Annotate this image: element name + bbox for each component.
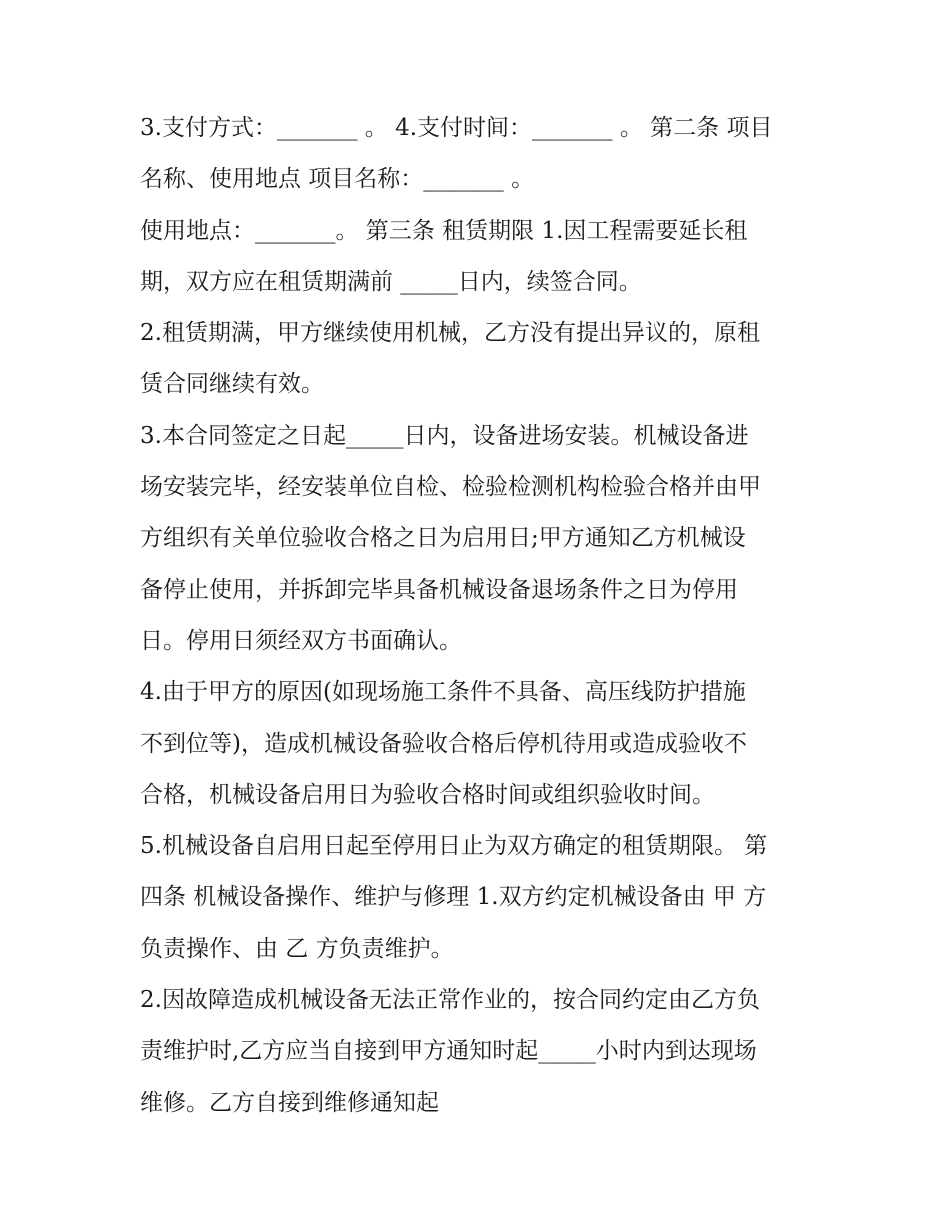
text-line: 场安装完毕，经安装单位自检、检验检测机构检验合格并由甲 xyxy=(140,474,761,501)
text-line: 不到位等)，造成机械设备验收合格后停机待用或造成验收不 xyxy=(140,730,747,757)
text-line: 4.由于甲方的原因(如现场施工条件不具备、高压线防护措施 xyxy=(140,679,746,706)
text-line: 合格，机械设备启用日为验收合格时间或组织验收时间。 xyxy=(140,781,715,808)
document-body xyxy=(140,103,820,1129)
text-line: 5.机械设备自启用日起至停用日止为双方确定的租赁期限。 第 xyxy=(140,833,768,860)
text-line: 责维护时,乙方应当自接到甲方通知时起_____小时内到达现场 xyxy=(140,1038,757,1065)
text-line: 日。停用日须经双方书面确认。 xyxy=(140,627,462,654)
text-line: 3.支付方式：_______ 。 4.支付时间：_______ 。 第二条 项目 xyxy=(140,115,773,141)
text-line: 使用地点：_______。 第三条 租赁期限 1.因工程需要延长租 xyxy=(140,217,748,244)
text-line: 2.租赁期满，甲方继续使用机械，乙方没有提出异议的，原租 xyxy=(140,320,760,347)
text-line: 四条 机械设备操作、维护与修理 1.双方约定机械设备由 甲 方 xyxy=(140,884,767,911)
text-line: 维修。乙方自接到维修通知起 xyxy=(140,1089,439,1116)
text-line: 赁合同继续有效。 xyxy=(140,371,324,398)
text-line: 3.本合同签定之日起_____日内，设备进场安装。机械设备进 xyxy=(140,422,749,449)
text-line: 期，双方应在租赁期满前 _____日内，续签合同。 xyxy=(140,268,642,295)
text-line: 方组织有关单位验收合格之日为启用日;甲方通知乙方机械设 xyxy=(140,525,746,552)
text-line: 负责操作、由 乙 方负责维护。 xyxy=(140,935,454,962)
text-line: 名称、使用地点 项目名称：_______ 。 xyxy=(140,166,535,193)
text-line: 2.因故障造成机械设备无法正常作业的，按合同约定由乙方负 xyxy=(140,987,760,1014)
text-line: 备停止使用，并拆卸完毕具备机械设备退场条件之日为停用 xyxy=(140,576,738,603)
